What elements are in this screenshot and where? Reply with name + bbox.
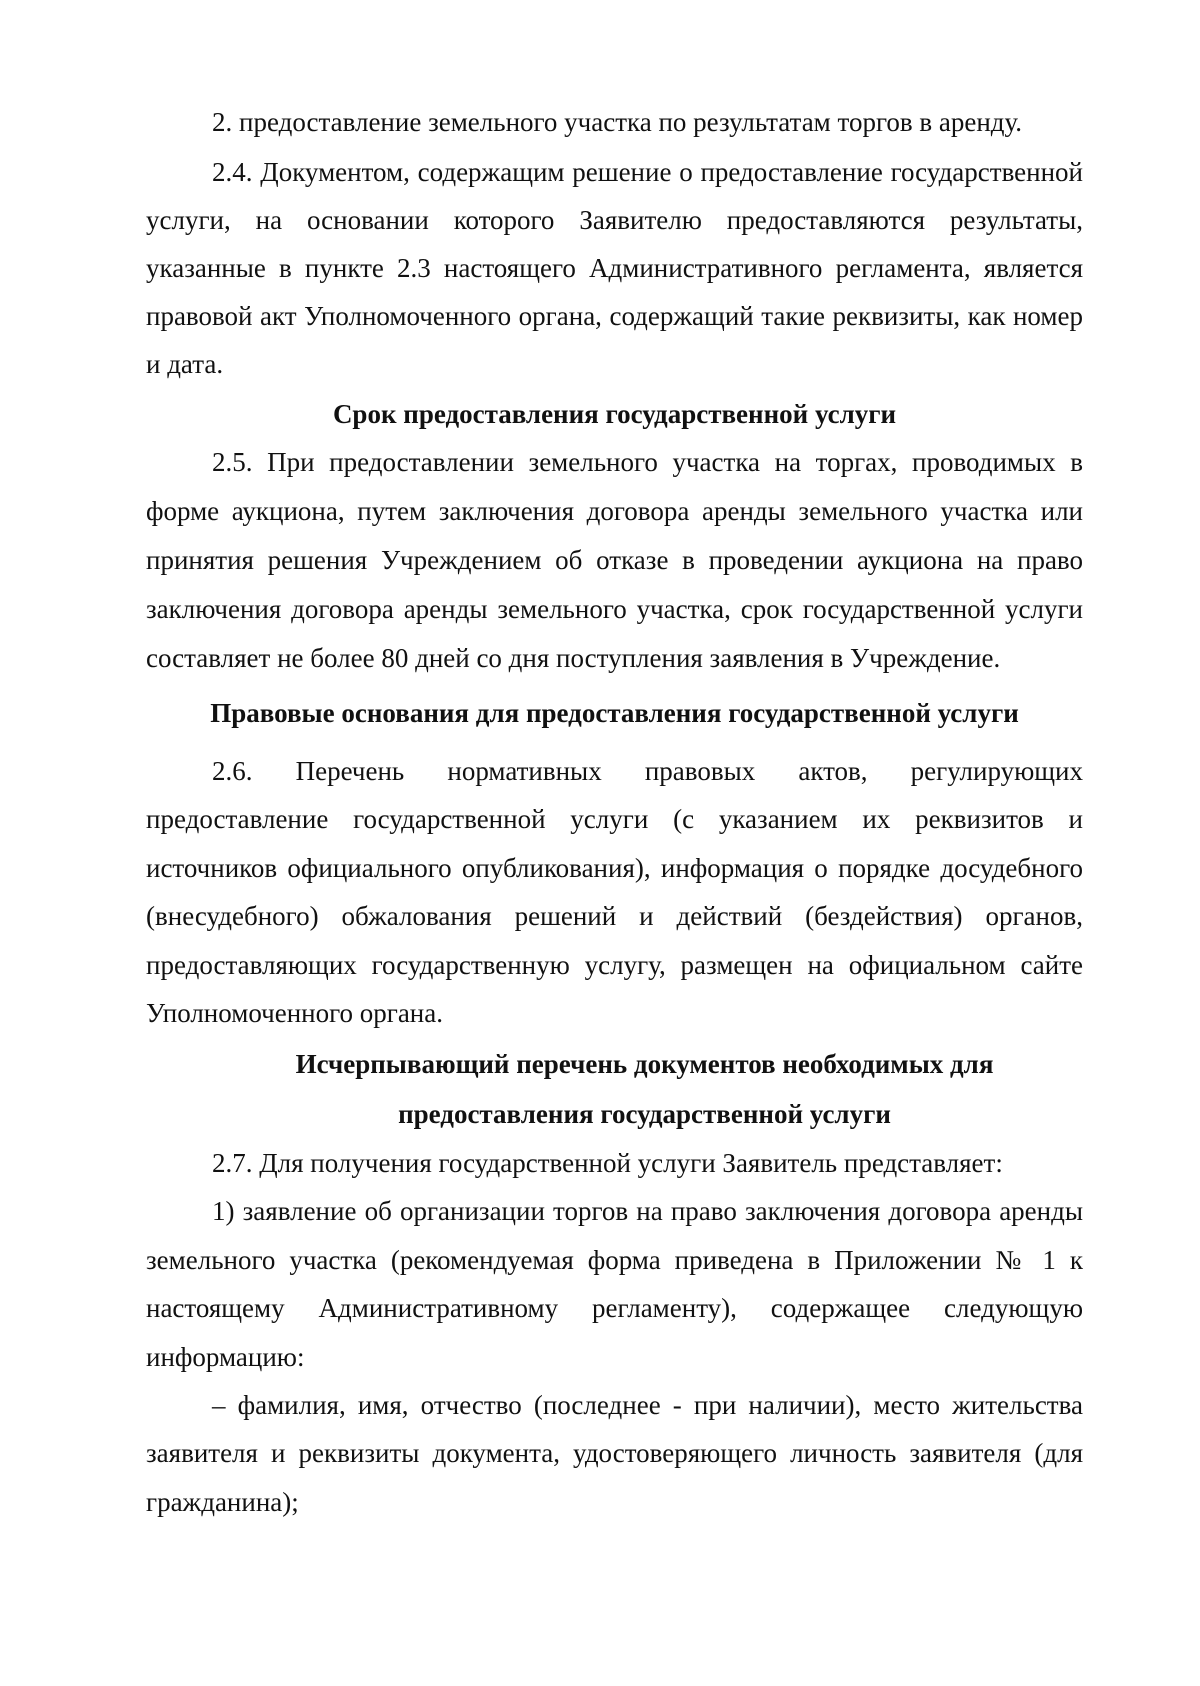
heading-documents-list: Исчерпывающий перечень документов необходимых для предоставления государственной услуги	[295, 1049, 994, 1130]
heading-legal-grounds: Правовые основания для предоставления государственной услуги	[210, 698, 1019, 728]
paragraph-dash-item-1: – фамилия, имя, отчество (последнее - при наличии), место жительства заявителя и реквизиты документа, удостоверяющего личность заявителя (для гражданина);	[146, 1390, 1083, 1517]
heading-service-term: Срок предоставления государственной услуги	[332, 399, 897, 429]
paragraph-2-4: 2.4. Документом, содержащим решение о предоставление государственной услуги, на основании которого Заявителю предоставляются результаты, указанные в пункте 2.3 настоящего Административного регламента, является правовой акт Уполномоченного органа, содержащий такие реквизиты, как номер и дата.	[146, 157, 1083, 379]
paragraph-result-2: 2. предоставление земельного участка по результатам торгов в аренду.	[212, 107, 1023, 137]
paragraph-2-6: 2.6. Перечень нормативных правовых актов, регулирующих предоставление государственной услуги (с указанием их реквизитов и источников официального опубликования), информация о порядке досудебного (внесудебного) обжалования решений и действий (бездействия) органов, предоставляющих государственную услугу, размещен на официальном сайте Уполномоченного органа.	[146, 756, 1083, 1029]
document-body	[146, 96, 1083, 1526]
paragraph-2-7: 2.7. Для получения государственной услуги Заявитель представляет:	[212, 1148, 1003, 1179]
paragraph-2-5: 2.5. При предоставлении земельного участка на торгах, проводимых в форме аукциона, путем заключения договора аренды земельного участка или принятия решения Учреждением об отказе в проведении аукциона на право заключения договора аренды земельного участка, срок государственной услуги составляет не более 80 дней со дня поступления заявления в Учреждение.	[146, 447, 1083, 673]
paragraph-2-7-item-1: 1) заявление об организации торгов на право заключения договора аренды земельного участка (рекомендуемая форма приведена в Приложении № 1 к настоящему Административному регламенту), содержащее следующую информацию:	[146, 1196, 1083, 1372]
